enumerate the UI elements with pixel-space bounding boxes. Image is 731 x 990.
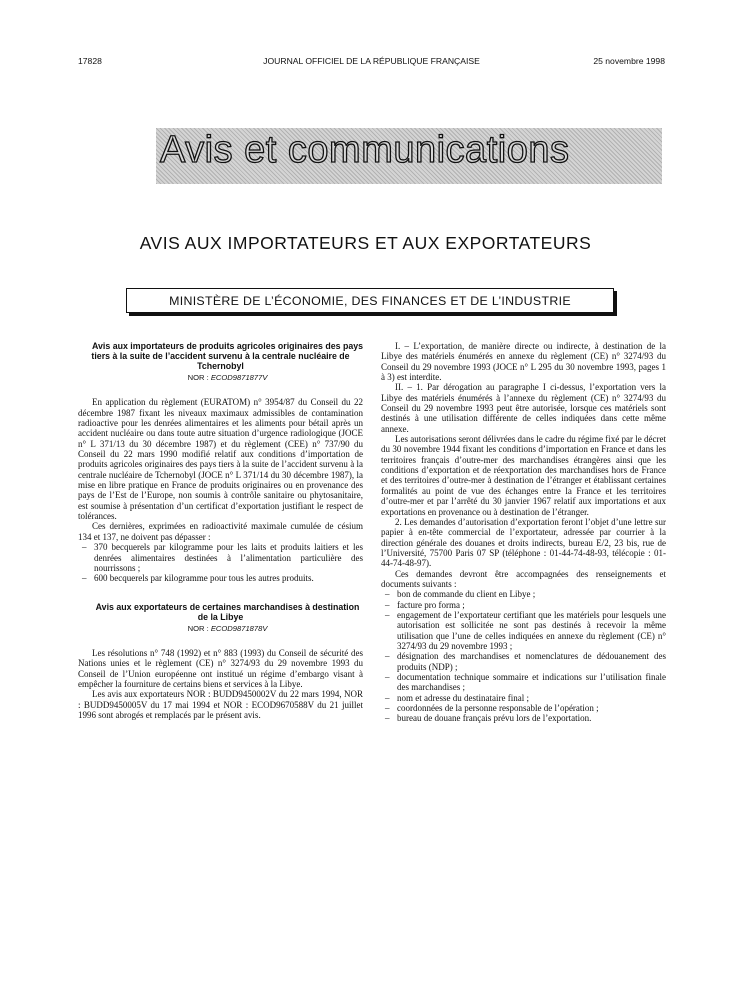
section-heading: AVIS AUX IMPORTATEURS ET AUX EXPORTATEURS xyxy=(139,233,592,253)
list-item: – engagement de l’exportateur certifiant que les matériels pour lesquels une autorisation est sollicitée ne sont pas destinés à recevoir la même utilisation que l’une de celles indiquées en annexe du règlement (CE) n° 3274/93 du 29 novembre 1993 ; xyxy=(391,610,666,651)
notice2-paragraph: Les autorisations seront délivrées dans le cadre du régime fixé par le décret du 30 novembre 1944 fixant les conditions d’importation en France et dans les territoires français d’outre-mer des marchandises étrangères ainsi que les conditions d’exportation et de réexportation des marchandises hors de France et des territoires d’outre-mer à destination de l’étranger et établissant certaines formalités au point de vue des échanges entre la France et les territoires d’outre-mer et par l’arrêté du 30 janvier 1967 relatif aux importations et aux exportations en provenance ou à destination de l’étranger. xyxy=(381,434,666,517)
right-column xyxy=(381,341,666,724)
journal-title: JOURNAL OFFICIEL DE LA RÉPUBLIQUE FRANÇAISE xyxy=(263,56,480,66)
banner-title: Avis et communications xyxy=(160,129,570,171)
notice1-paragraph: Ces dernières, exprimées en radioactivité maximale cumulée de césium 134 et 137, ne doivent pas dépasser : xyxy=(78,521,363,542)
list-item: – bon de commande du client en Libye ; xyxy=(391,589,666,599)
notice2-paragraph: Les avis aux exportateurs NOR : BUDD9450002V du 22 mars 1994, NOR : BUDD9450005V du 17 mai 1994 et NOR : ECOD9670588V du 21 juillet 1996 sont abrogés et remplacés par le présent avis. xyxy=(78,689,363,720)
list-item: – nom et adresse du destinataire final ; xyxy=(391,693,666,703)
issue-date: 25 novembre 1998 xyxy=(593,56,665,66)
left-column xyxy=(78,341,363,720)
notice2-paragraph: I. – L’exportation, de manière directe ou indirecte, à destination de la Libye des matériels énumérés en annexe du règlement (CE) n° 3274/93 du Conseil du 29 novembre 1993 (JOCE n° L 295 du 30 novembre 1993, pages 1 à 3) est interdite. xyxy=(381,341,666,383)
documents-list xyxy=(381,589,666,723)
nor-label: NOR : xyxy=(187,373,209,382)
nor-label: NOR : xyxy=(187,623,209,633)
notice1-nor xyxy=(78,373,363,383)
list-item: – coordonnées de la personne responsable de l’opération ; xyxy=(391,703,666,713)
notice2-paragraph: 2. Les demandes d’autorisation d’exportation feront l’objet d’une lettre sur papier à en-tête commercial de l’exportateur, adressée par courrier à la direction générale des douanes et droits indirects, bureau E/2, 23 bis, rue de l’Université, 75700 Paris 07 SP (téléphone : 01-44-74-48-93, télécopie : 01-44-74-48-97). xyxy=(381,516,666,569)
list-item: – bureau de douane français prévu lors de l’exportation. xyxy=(391,713,666,723)
list-item: – désignation des marchandises et nomenclatures de dédouanement des produits (NDP) ; xyxy=(391,651,666,672)
nor-code: ECOD9871878V xyxy=(210,623,268,633)
notice2-paragraph: Les résolutions n° 748 (1992) et n° 883 (1993) du Conseil de sécurité des Nations unies et le règlement (CE) n° 3274/93 du 29 novembre 1993 du Conseil de l’Union européenne ont institué un régime d’embargo visant à empêcher la fourniture de certains biens et services à la Libye. xyxy=(78,647,363,689)
notice1-paragraph: En application du règlement (EURATOM) n° 3954/87 du Conseil du 22 décembre 1987 fixant les niveaux maximaux admissibles de contamination radioactive pour les denrées alimentaires et les aliments pour bétail après un accident nucléaire ou dans toute autre situation d’urgence radiologique (JOCE n° L 371/13 du 30 décembre 1987) et du règlement (CEE) n° 737/90 du Conseil du 22 mars 1990 modifié relatif aux conditions d’importation de produits agricoles originaires des pays tiers à la suite de l’accident survenu à la centrale nucléaire de Tchernobyl (JOCE n° L 371/14 du 30 décembre 1987), la mise en libre pratique en France de produits originaires ou en provenance des pays de l’Est de l’Europe, non soumis à contrôle sanitaire ou phytosanitaire, est soumise à présentation d’un certificat d’exportation justifiant le respect de tolérances. xyxy=(78,397,363,522)
nor-code: ECOD9871877V xyxy=(210,373,268,382)
notice2-nor xyxy=(78,624,363,634)
notice2-title: Avis aux exportateurs de certaines marchandises à destination de la Libye xyxy=(95,601,360,622)
list-item: – 600 becquerels par kilogramme pour tous les autres produits. xyxy=(88,573,363,583)
section-banner xyxy=(156,128,662,184)
list-item: – documentation technique sommaire et indications sur l’utilisation finale des marchandises ; xyxy=(391,672,666,693)
notice2-paragraph: II. – 1. Par dérogation au paragraphe I ci-dessus, l’exportation vers la Libye des matériels énumérés à l’annexe du règlement (CE) n° 3274/93 du Conseil du 29 novembre 1993 peut être autorisée, lorsque ces matériels sont destinés à une utilisation différente de celles indiquées dans cette même annexe. xyxy=(381,382,666,434)
page-number: 17828 xyxy=(78,56,102,66)
ministry-name: MINISTÈRE DE L’ÉCONOMIE, DES FINANCES ET DE L’INDUSTRIE xyxy=(169,293,571,308)
tolerance-list xyxy=(78,542,363,583)
list-item: – 370 becquerels par kilogramme pour les laits et produits laitiers et les denrées alimentaires destinées à l’alimentation particulière des nourrissons ; xyxy=(88,542,363,573)
notice2-paragraph: Ces demandes devront être accompagnées des renseignements et documents suivants : xyxy=(381,568,666,589)
ministry-box xyxy=(126,288,614,313)
notice1-title: Avis aux importateurs de produits agricoles originaires des pays tiers à la suite de l’accident survenu à la centrale nucléaire de Tchernobyl xyxy=(91,341,363,371)
list-item: – facture pro forma ; xyxy=(391,600,666,610)
running-header xyxy=(78,56,665,70)
